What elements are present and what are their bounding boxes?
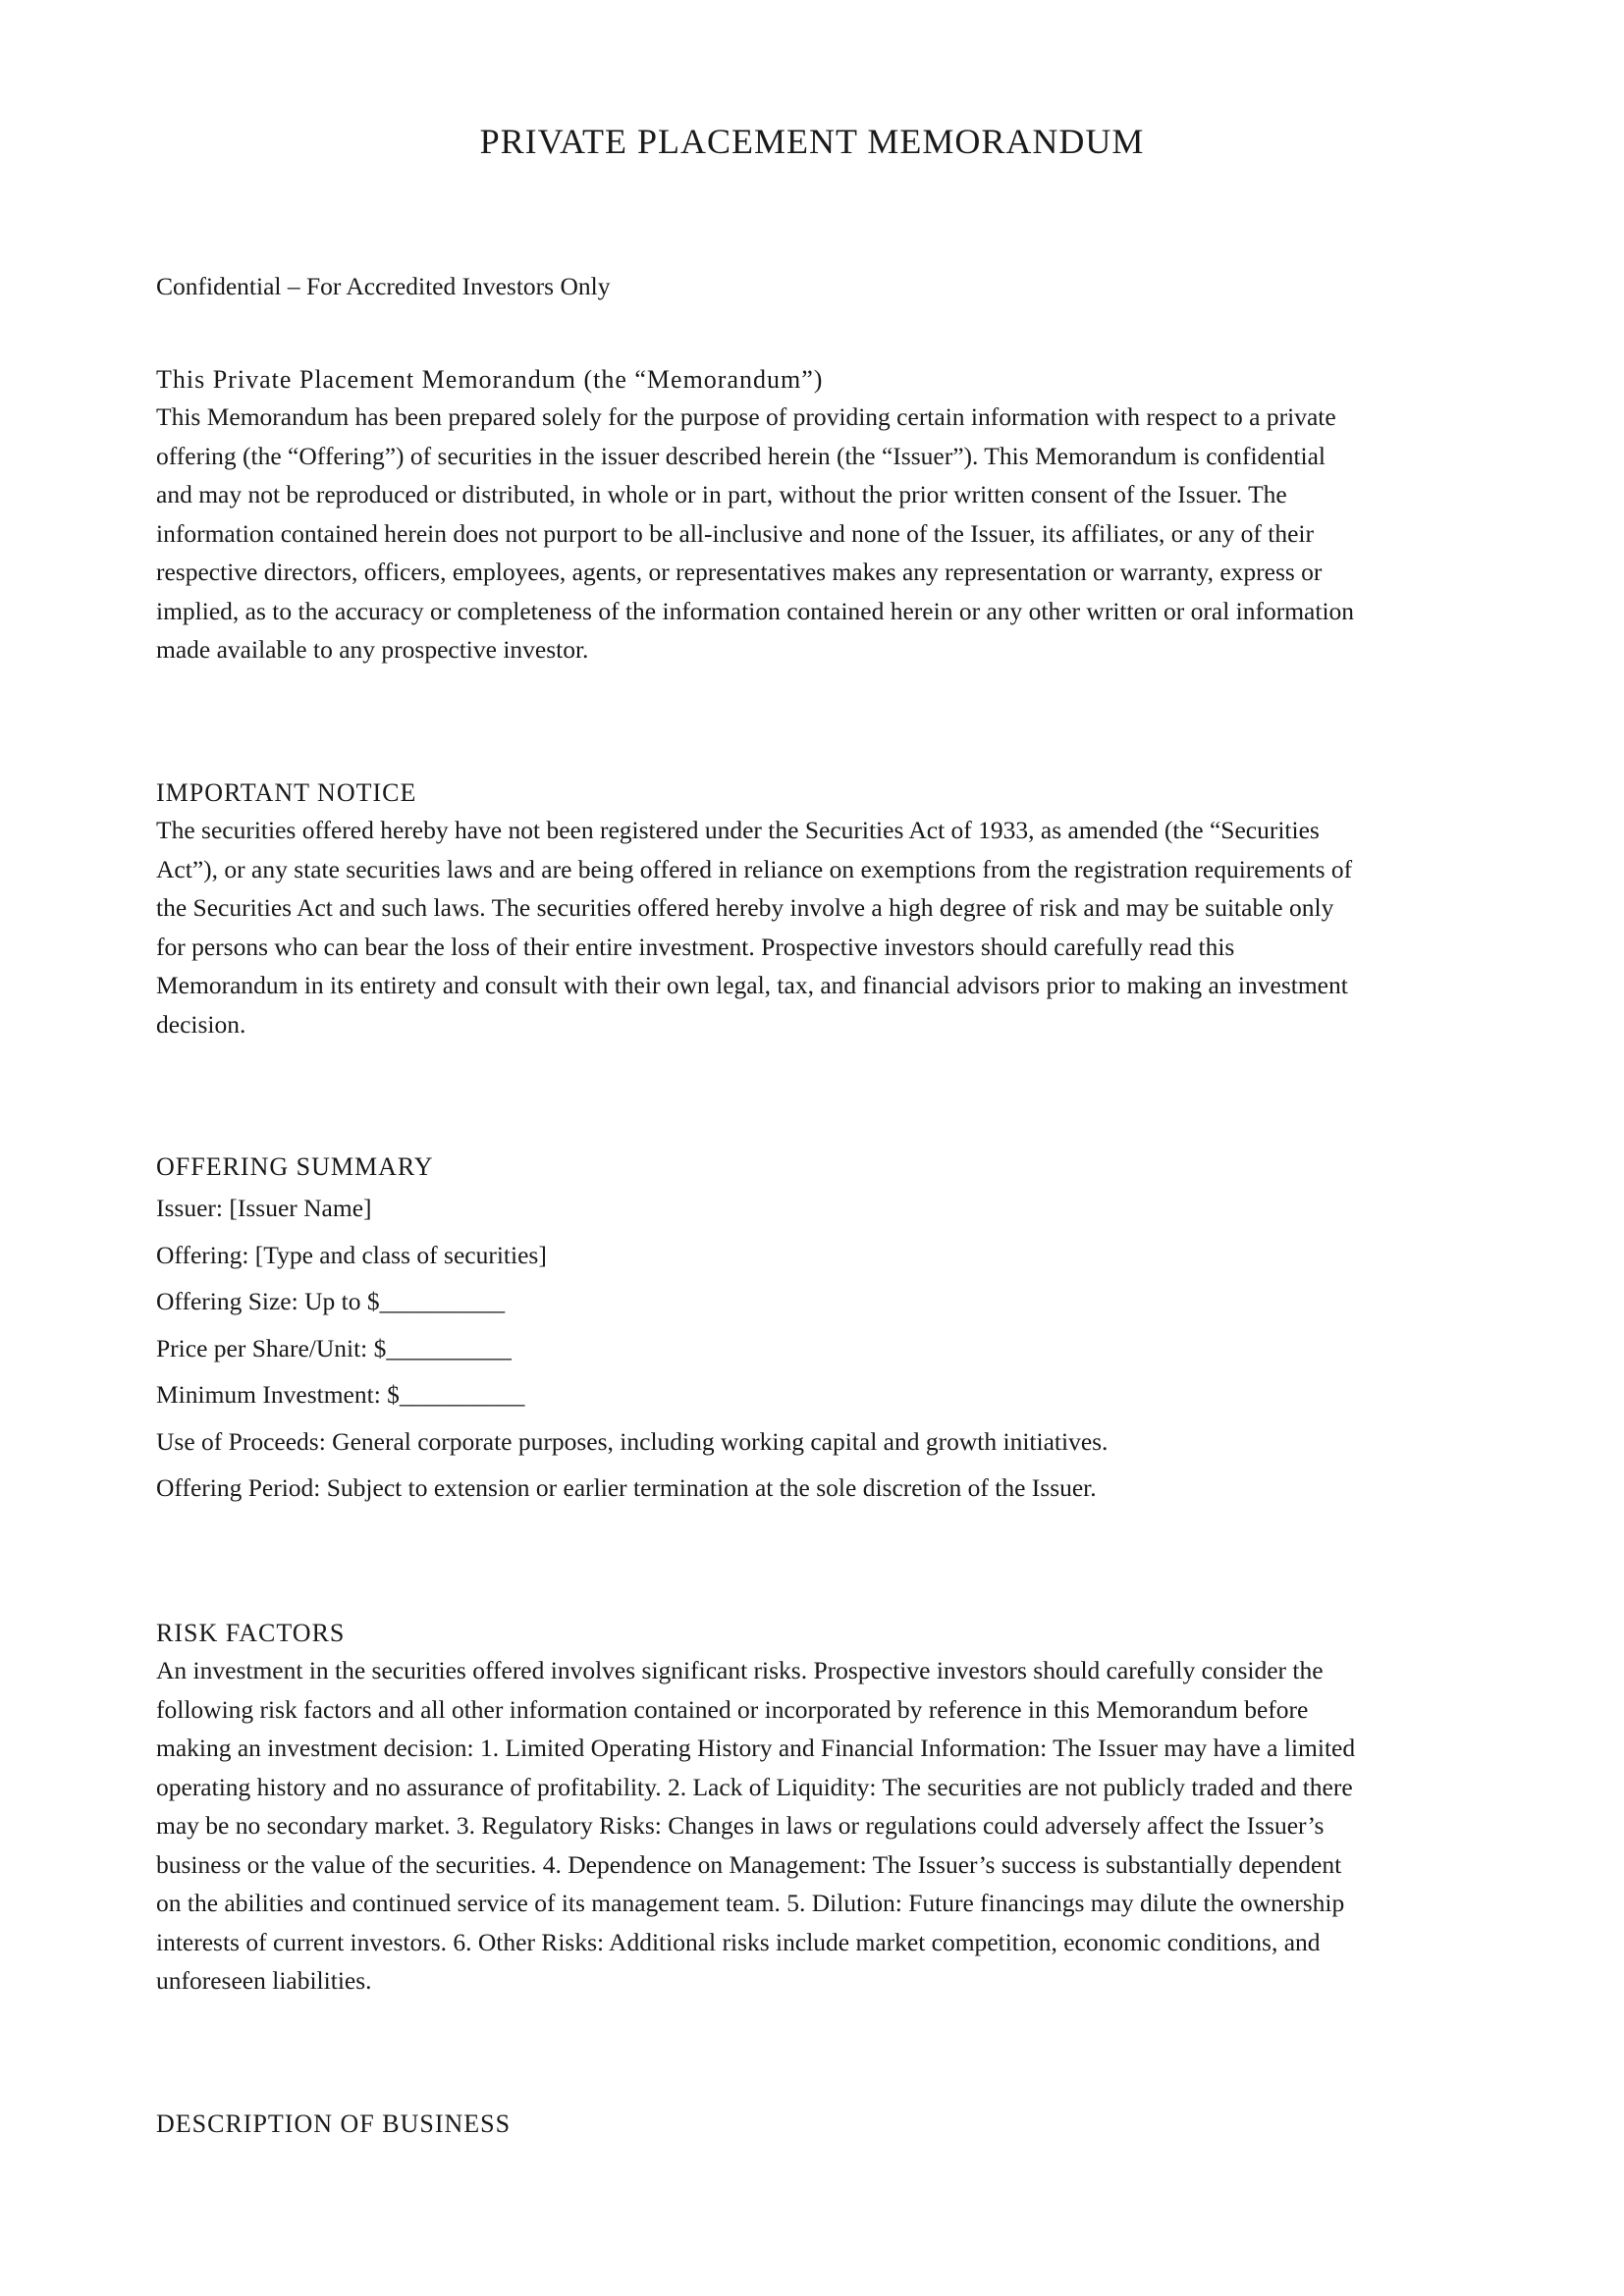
summary-item-use-of-proceeds: Use of Proceeds: General corporate purposes, including working capital and growth initiatives. (156, 1426, 1109, 1456)
paragraph-line: following risk factors and all other information contained or incorporated by reference in this Memorandum before (156, 1694, 1309, 1724)
intro-paragraph (156, 398, 1482, 669)
paragraph-line: The securities offered hereby have not been registered under the Securities Act of 1933, as amended (the “Securities (156, 816, 1320, 844)
paragraph-line: making an investment decision: 1. Limited Operating History and Financial Information: The Issuer may have a limited (156, 1734, 1356, 1762)
description-of-business-heading: DESCRIPTION OF BUSINESS (156, 2109, 512, 2138)
important-notice-heading: IMPORTANT NOTICE (156, 778, 417, 807)
description-of-business-section (156, 2105, 1482, 2144)
paragraph-line: on the abilities and continued service of its management team. 5. Dilution: Future financings may dilute the ownership (156, 1889, 1345, 1917)
offering-summary-section (156, 1148, 1482, 1512)
summary-item-issuer: Issuer: [Issuer Name] (156, 1194, 372, 1222)
paragraph-line: unforeseen liabilities. (156, 1966, 372, 1995)
summary-item-offering: Offering: [Type and class of securities] (156, 1240, 547, 1269)
risk-factors-section (156, 1614, 1482, 2001)
paragraph-line: decision. (156, 1009, 246, 1039)
paragraph-line: An investment in the securities offered involves significant risks. Prospective investors should carefully consider the (156, 1656, 1324, 1684)
paragraph-line: business or the value of the securities. 4. Dependence on Management: The Issuer’s success is substantially dependent (156, 1849, 1342, 1879)
paragraph-line: operating history and no assurance of profitability. 2. Lack of Liquidity: The securities are not publicly traded and there (156, 1772, 1353, 1801)
paragraph-line: may be no secondary market. 3. Regulatory Risks: Changes in laws or regulations could adversely affect the Issuer’s (156, 1811, 1325, 1840)
paragraph-line: information contained herein does not purport to be all-inclusive and none of the Issuer, its affiliates, or any of their (156, 518, 1314, 548)
summary-item-offering-size: Offering Size: Up to $__________ (156, 1287, 506, 1315)
summary-item-minimum-investment: Minimum Investment: $__________ (156, 1380, 525, 1409)
document-title: PRIVATE PLACEMENT MEMORANDUM (479, 122, 1145, 161)
paragraph-line: Act”), or any state securities laws and are being offered in reliance on exemptions from the registration requirements of (156, 854, 1353, 883)
confidential-note-block (156, 267, 1482, 306)
important-notice-section (156, 774, 1482, 1043)
paragraph-line: This Memorandum has been prepared solely for the purpose of providing certain information with respect to a private (156, 402, 1336, 431)
paragraph-line: for persons who can bear the loss of their entire investment. Prospective investors should carefully read this (156, 932, 1235, 961)
paragraph-line: the Securities Act and such laws. The securities offered hereby involve a high degree of risk and may be suitable only (156, 893, 1334, 922)
paragraph-line: implied, as to the accuracy or completeness of the information contained herein or any other written or oral information (156, 596, 1355, 625)
paragraph-line: respective directors, officers, employees, agents, or representatives makes any representation or warranty, express or (156, 558, 1323, 586)
intro-heading: This Private Placement Memorandum (the “Memorandum”) (156, 365, 824, 394)
risk-factors-heading: RISK FACTORS (156, 1619, 346, 1647)
offering-summary-heading: OFFERING SUMMARY (156, 1152, 434, 1181)
summary-item-price-per-share: Price per Share/Unit: $__________ (156, 1333, 512, 1362)
confidential-note: Confidential – For Accredited Investors Only (156, 272, 611, 300)
paragraph-line: interests of current investors. 6. Other Risks: Additional risks include market competition, economic conditions, and (156, 1927, 1321, 1956)
paragraph-line: and may not be reproduced or distributed, in whole or in part, without the prior written consent of the Issuer. The (156, 480, 1287, 508)
paragraph-line: offering (the “Offering”) of securities in the issuer described herein (the “Issuer”). This Memorandum is confidential (156, 441, 1326, 470)
intro-section (156, 360, 1482, 669)
summary-item-offering-period: Offering Period: Subject to extension or earlier termination at the sole discretion of the Issuer. (156, 1473, 1097, 1502)
paragraph-line: made available to any prospective investor. (156, 635, 589, 664)
paragraph-line: Memorandum in its entirety and consult with their own legal, tax, and financial advisors prior to making an investment (156, 971, 1348, 999)
offering-summary-list (156, 1185, 1482, 1512)
risk-factors-paragraph (156, 1651, 1482, 2001)
important-notice-paragraph (156, 811, 1482, 1043)
